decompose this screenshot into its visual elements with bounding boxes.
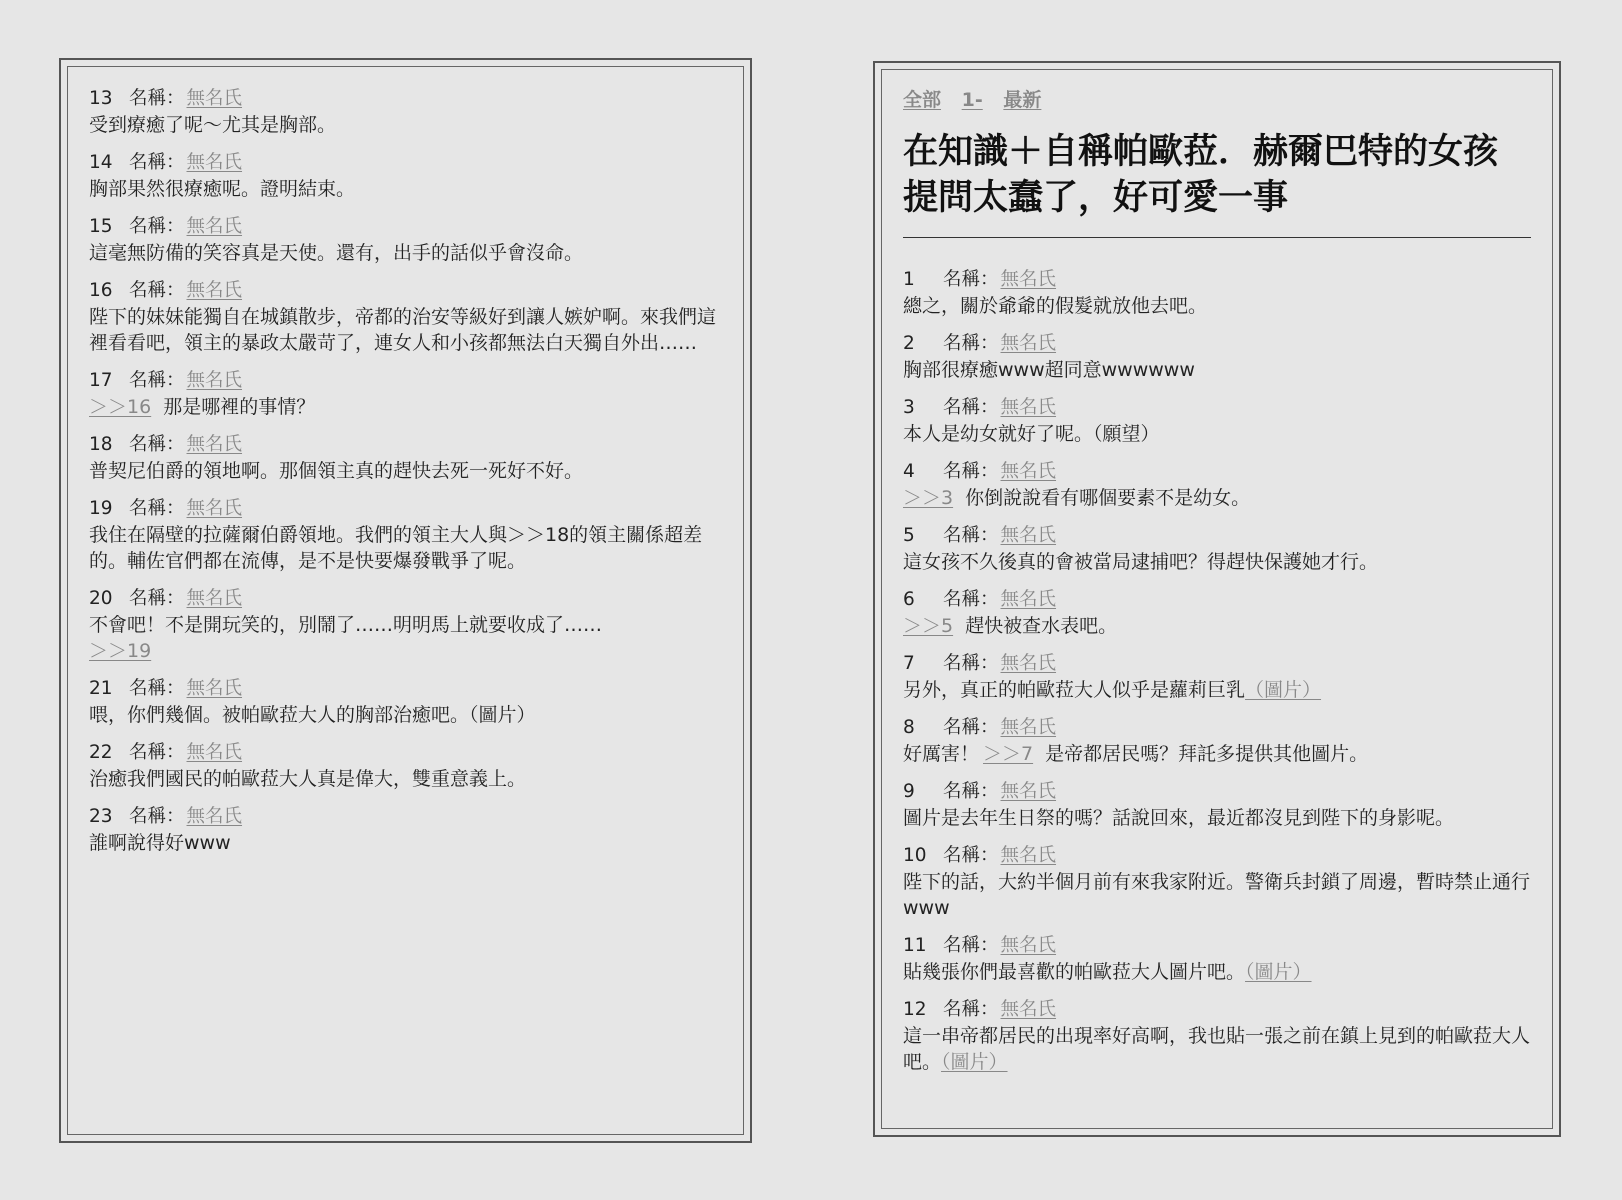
name-label: 名稱： — [129, 216, 185, 237]
name-label: 名稱： — [943, 781, 999, 802]
name-label: 名稱： — [943, 653, 999, 674]
post-text: 胸部很療癒www超同意wwwwww — [903, 359, 1195, 381]
post-header — [903, 331, 1539, 357]
name-label: 名稱： — [129, 498, 185, 519]
post-text: 好厲害！ — [903, 743, 980, 765]
post-header — [89, 586, 730, 612]
post-header — [89, 150, 730, 176]
post-header — [89, 740, 730, 766]
name-label: 名稱： — [943, 935, 999, 956]
name-label: 名稱： — [129, 152, 185, 173]
post-body — [89, 458, 730, 484]
right-page — [873, 61, 1561, 1137]
name-label: 名稱： — [943, 589, 999, 610]
post-header — [89, 804, 730, 830]
name-label: 名稱： — [943, 845, 999, 866]
post — [89, 214, 730, 266]
post-header — [903, 587, 1539, 613]
post-number: 4 — [903, 461, 915, 482]
name-label: 名稱： — [129, 434, 185, 455]
post — [903, 523, 1539, 575]
post — [89, 496, 730, 574]
post — [89, 86, 730, 138]
post-text: 圖片是去年生日祭的嗎？話說回來，最近都沒見到陛下的身影呢。 — [903, 807, 1455, 829]
name-label: 名稱： — [943, 525, 999, 546]
post-number: 19 — [89, 498, 113, 519]
post-text: 陛下的妹妹能獨自在城鎮散步，帝都的治安等級好到讓人嫉妒啊。來我們這裡看看吧，領主的暴政太嚴苛了，連女人和小孩都無法白天獨自外出…… — [89, 306, 717, 354]
post — [903, 715, 1539, 767]
poster-name-link[interactable]: 無名氏 — [1000, 269, 1057, 290]
poster-name-link[interactable]: 無名氏 — [186, 152, 243, 173]
image-link[interactable]: （圖片） — [941, 1051, 1008, 1073]
post-body — [903, 549, 1539, 575]
post-header — [89, 368, 730, 394]
post-text: 這女孩不久後真的會被當局逮捕吧？得趕快保護她才行。 — [903, 551, 1379, 573]
post — [903, 395, 1539, 447]
post-text: 喂，你們幾個。被帕歐菈大人的胸部治癒吧。（圖片） — [89, 704, 536, 726]
post-number: 8 — [903, 717, 915, 738]
post-header — [89, 86, 730, 112]
post — [89, 586, 730, 664]
post-body — [903, 805, 1539, 831]
post — [89, 278, 730, 356]
name-label: 名稱： — [943, 333, 999, 354]
post — [903, 651, 1539, 703]
poster-name-link[interactable]: 無名氏 — [1000, 589, 1057, 610]
name-label: 名稱： — [943, 269, 999, 290]
post — [89, 740, 730, 792]
post-text: 另外，真正的帕歐菈大人似乎是蘿莉巨乳 — [903, 679, 1246, 701]
poster-name-link[interactable]: 無名氏 — [1000, 525, 1057, 546]
poster-name-link[interactable]: 無名氏 — [1000, 333, 1057, 354]
post-number: 3 — [903, 397, 915, 418]
poster-name-link[interactable]: 無名氏 — [1000, 999, 1057, 1020]
post-body — [89, 612, 730, 664]
post-body — [903, 869, 1539, 921]
poster-name-link[interactable]: 無名氏 — [186, 498, 243, 519]
post-number: 18 — [89, 434, 113, 455]
post-header — [903, 779, 1539, 805]
post-header — [89, 496, 730, 522]
post-body — [89, 830, 730, 856]
post-text: 不會吧！不是開玩笑的，別鬧了……明明馬上就要收成了…… — [89, 614, 603, 636]
post-header — [903, 997, 1539, 1023]
post-text: 我住在隔壁的拉薩爾伯爵領地。我們的領主大人與＞＞18的領主關係超差的。輔佐官們都在流傳，是不是快要爆發戰爭了呢。 — [89, 524, 703, 572]
post-body — [89, 176, 730, 202]
post-number: 11 — [903, 935, 927, 956]
poster-name-link[interactable]: 無名氏 — [186, 434, 243, 455]
poster-name-link[interactable]: 無名氏 — [1000, 781, 1057, 802]
post-number: 17 — [89, 370, 113, 391]
poster-name-link[interactable]: 無名氏 — [186, 678, 243, 699]
post-body — [903, 677, 1539, 703]
post-header — [903, 523, 1539, 549]
post-body — [903, 959, 1539, 985]
poster-name-link[interactable]: 無名氏 — [186, 216, 243, 237]
post-header — [89, 214, 730, 240]
post — [903, 587, 1539, 639]
title-divider — [903, 237, 1531, 238]
post-number: 10 — [903, 845, 927, 866]
name-label: 名稱： — [943, 397, 999, 418]
post-number: 21 — [89, 678, 113, 699]
poster-name-link[interactable]: 無名氏 — [186, 806, 243, 827]
post-number: 16 — [89, 280, 113, 301]
post — [903, 933, 1539, 985]
post-text-cont: 是帝都居民嗎？拜託多提供其他圖片。 — [1045, 743, 1369, 765]
left-post-list — [89, 86, 730, 868]
post-text: 這一串帝都居民的出現率好高啊，我也貼一張之前在鎮上見到的帕歐菈大人吧。 — [903, 1025, 1531, 1073]
post-number: 9 — [903, 781, 915, 802]
post — [903, 331, 1539, 383]
poster-name-link[interactable]: 無名氏 — [186, 88, 243, 109]
name-label: 名稱： — [943, 717, 999, 738]
post-body — [89, 394, 730, 420]
reply-link[interactable]: ＞＞5 — [903, 615, 954, 637]
post-text: 你倒說說看有哪個要素不是幼女。 — [965, 487, 1251, 509]
name-label: 名稱： — [129, 588, 185, 609]
post-header — [903, 459, 1539, 485]
post — [89, 432, 730, 484]
name-label: 名稱： — [943, 999, 999, 1020]
post-text: 趕快被查水表吧。 — [965, 615, 1118, 637]
post — [903, 459, 1539, 511]
post-number: 6 — [903, 589, 915, 610]
post — [903, 779, 1539, 831]
post — [89, 804, 730, 856]
post — [903, 997, 1539, 1075]
post-number: 15 — [89, 216, 113, 237]
post-number: 5 — [903, 525, 915, 546]
post-body — [903, 613, 1539, 639]
post-body — [89, 240, 730, 266]
reply-link[interactable]: ＞＞3 — [903, 487, 954, 509]
post-body — [903, 293, 1539, 319]
name-label: 名稱： — [129, 370, 185, 391]
thread-title — [903, 129, 1531, 221]
post-header — [89, 278, 730, 304]
left-page — [59, 58, 752, 1143]
post-number: 1 — [903, 269, 915, 290]
post-number: 2 — [903, 333, 915, 354]
post-text: 貼幾張你們最喜歡的帕歐菈大人圖片吧。 — [903, 961, 1246, 983]
post — [903, 843, 1539, 921]
post-header — [89, 676, 730, 702]
post-text: 陛下的話，大約半個月前有來我家附近。警衛兵封鎖了周邊，暫時禁止通行www — [903, 871, 1531, 919]
name-label: 名稱： — [129, 678, 185, 699]
post-text: 治癒我們國民的帕歐菈大人真是偉大，雙重意義上。 — [89, 768, 527, 790]
post — [903, 267, 1539, 319]
post — [89, 676, 730, 728]
post-body — [903, 485, 1539, 511]
post-text: 本人是幼女就好了呢。（願望） — [903, 423, 1160, 445]
post-number: 13 — [89, 88, 113, 109]
right-post-list — [903, 267, 1539, 1087]
name-label: 名稱： — [129, 280, 185, 301]
post-body — [89, 522, 730, 574]
post-body — [903, 741, 1539, 767]
post-number: 20 — [89, 588, 113, 609]
post — [89, 150, 730, 202]
post-number: 7 — [903, 653, 915, 674]
poster-name-link[interactable]: 無名氏 — [1000, 653, 1057, 674]
name-label: 名稱： — [943, 461, 999, 482]
poster-name-link[interactable]: 無名氏 — [186, 742, 243, 763]
poster-name-link[interactable]: 無名氏 — [1000, 845, 1057, 866]
poster-name-link[interactable]: 無名氏 — [1000, 717, 1057, 738]
thread-title-line2: 提問太蠢了，好可愛一事 — [903, 178, 1289, 218]
post-body — [89, 766, 730, 792]
poster-name-link[interactable]: 無名氏 — [186, 280, 243, 301]
thread-title-line1: 在知識＋自稱帕歐菈．赫爾巴特的女孩 — [903, 132, 1499, 172]
nav-all-link[interactable]: 全部 — [903, 89, 942, 111]
post-text: 那是哪裡的事情？ — [163, 396, 316, 418]
post-body — [89, 702, 730, 728]
post-body — [903, 357, 1539, 383]
reply-link[interactable]: ＞＞19 — [89, 640, 152, 662]
post-header — [89, 432, 730, 458]
post-header — [903, 267, 1539, 293]
name-label: 名稱： — [129, 88, 185, 109]
poster-name-link[interactable]: 無名氏 — [186, 370, 243, 391]
name-label: 名稱： — [129, 742, 185, 763]
poster-name-link[interactable]: 無名氏 — [1000, 461, 1057, 482]
post-text: 總之，關於爺爺的假髮就放他去吧。 — [903, 295, 1208, 317]
post-body — [903, 421, 1539, 447]
post-header — [903, 651, 1539, 677]
name-label: 名稱： — [129, 806, 185, 827]
post-text: 誰啊說得好www — [89, 832, 231, 854]
reply-link[interactable]: ＞＞16 — [89, 396, 152, 418]
nav-latest-link[interactable]: 最新 — [1003, 89, 1042, 111]
poster-name-link[interactable]: 無名氏 — [1000, 397, 1057, 418]
nav-range-link[interactable]: 1- — [961, 89, 983, 111]
post-body — [89, 112, 730, 138]
poster-name-link[interactable]: 無名氏 — [1000, 935, 1057, 956]
post-number: 23 — [89, 806, 113, 827]
image-link[interactable]: （圖片） — [1245, 961, 1312, 983]
post-number: 12 — [903, 999, 927, 1020]
post-body — [89, 304, 730, 356]
post-header — [903, 843, 1539, 869]
post-text: 受到療癒了呢～尤其是胸部。 — [89, 114, 337, 136]
reply-link[interactable]: ＞＞7 — [983, 743, 1034, 765]
post-number: 22 — [89, 742, 113, 763]
poster-name-link[interactable]: 無名氏 — [186, 588, 243, 609]
post-number: 14 — [89, 152, 113, 173]
post-header — [903, 395, 1539, 421]
post — [89, 368, 730, 420]
post-text: 這毫無防備的笑容真是天使。還有，出手的話似乎會沒命。 — [89, 242, 584, 264]
post-header — [903, 715, 1539, 741]
post-body — [903, 1023, 1539, 1075]
post-text: 普契尼伯爵的領地啊。那個領主真的趕快去死一死好不好。 — [89, 460, 584, 482]
post-header — [903, 933, 1539, 959]
image-link[interactable]: （圖片） — [1245, 679, 1322, 701]
post-text: 胸部果然很療癒呢。證明結束。 — [89, 178, 356, 200]
thread-nav — [903, 85, 1055, 112]
